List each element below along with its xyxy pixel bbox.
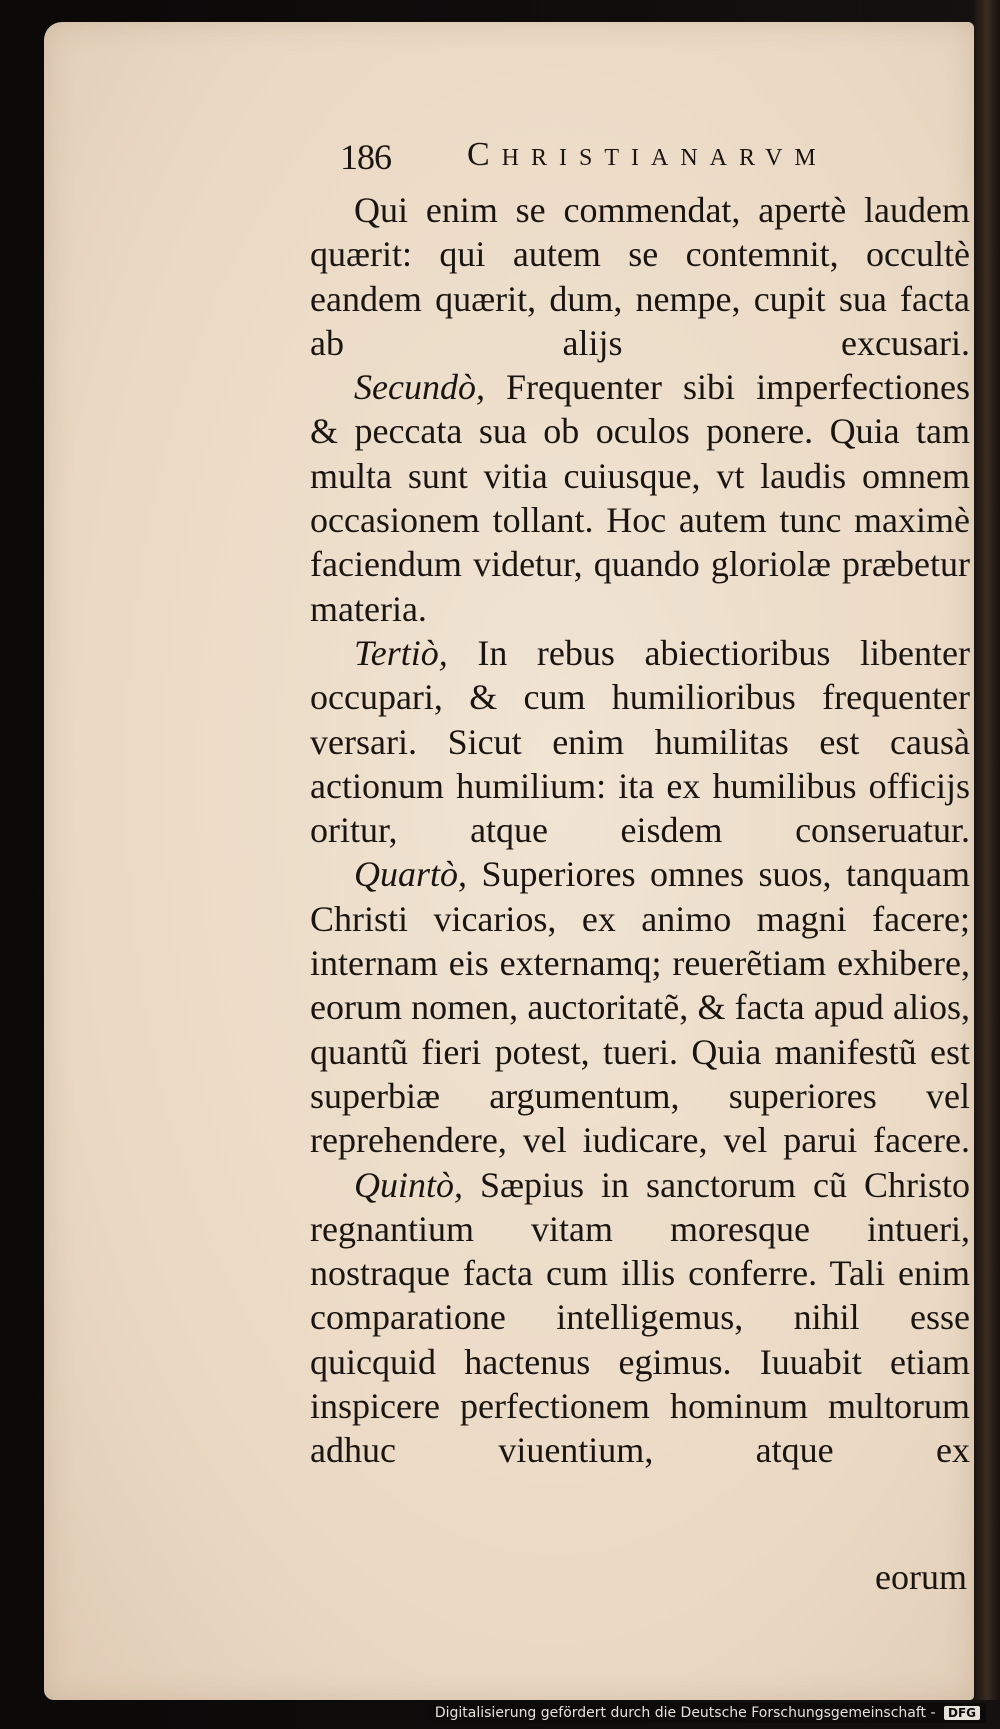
dfg-logo-icon: DFG <box>944 1706 980 1720</box>
book-edge <box>974 0 1000 1700</box>
paragraph-2-text: Frequenter sibi imperfectiones & peccata sua ob oculos ponere. Quia tam multa sunt vitia cuiusque, vt laudis omnem occasionem tollant. Hoc autem tunc maximè faciendum videtur, quando gloriolæ præbetur materia. <box>310 367 970 629</box>
page-number: 186 <box>340 137 391 177</box>
body-text <box>310 188 970 1473</box>
catchword: eorum <box>875 1557 967 1597</box>
paragraph-5 <box>310 1163 970 1473</box>
footer-text: Digitalisierung gefördert durch die Deutsche Forschungsgemeinschaft - <box>434 1705 936 1721</box>
paragraph-2 <box>310 365 970 631</box>
book-page <box>44 22 974 1700</box>
paragraph-4 <box>310 852 970 1162</box>
paragraph-1-text: Qui enim se commendat, apertè laudem quærit: qui autem se contemnit, occultè eandem quærit, dum, nempe, cupit sua facta ab alijs excusari. <box>310 190 970 363</box>
text-block <box>310 134 970 1597</box>
page-header <box>340 134 992 188</box>
paragraph-5-text: Sæpius in sanctorum cũ Christo regnantium vitam moresque intueri, nostraque facta cum illis conferre. Tali enim comparatione intelligemus, nihil esse quicquid hactenus egimus. Iuuabit etiam inspicere perfectionem hominum multorum adhuc viuentium, atque ex <box>310 1164 970 1471</box>
paragraph-1 <box>310 188 970 365</box>
paragraph-4-lead: Quartò, <box>354 854 468 895</box>
paragraph-2-lead: Secundò, <box>354 367 485 408</box>
paragraph-3-lead: Tertiò, <box>354 632 448 673</box>
paragraph-3-text: In rebus abiectioribus libenter occupari, & cum humilioribus frequenter versari. Sicut enim humilitas est causà actionum humilium: ita ex humilibus officijs oritur, atque eisdem conseruatur. <box>310 632 970 851</box>
paragraph-4-text: Superiores omnes suos, tanquam Christi vicarios, ex animo magni facere; internam eis externamq; reuerẽtiam exhibere, eorum nomen, auctoritatẽ, & facta apud alios, quantũ fieri potest, tueri. Quia manifestũ est superbiæ argumentum, superiores vel reprehendere, vel iudicare, vel parui facere. <box>310 854 970 1161</box>
footer-credit <box>429 1703 986 1723</box>
paragraph-3 <box>310 631 970 852</box>
paragraph-5-lead: Quintò, <box>354 1164 464 1205</box>
running-title: Christianarvm <box>467 136 828 173</box>
